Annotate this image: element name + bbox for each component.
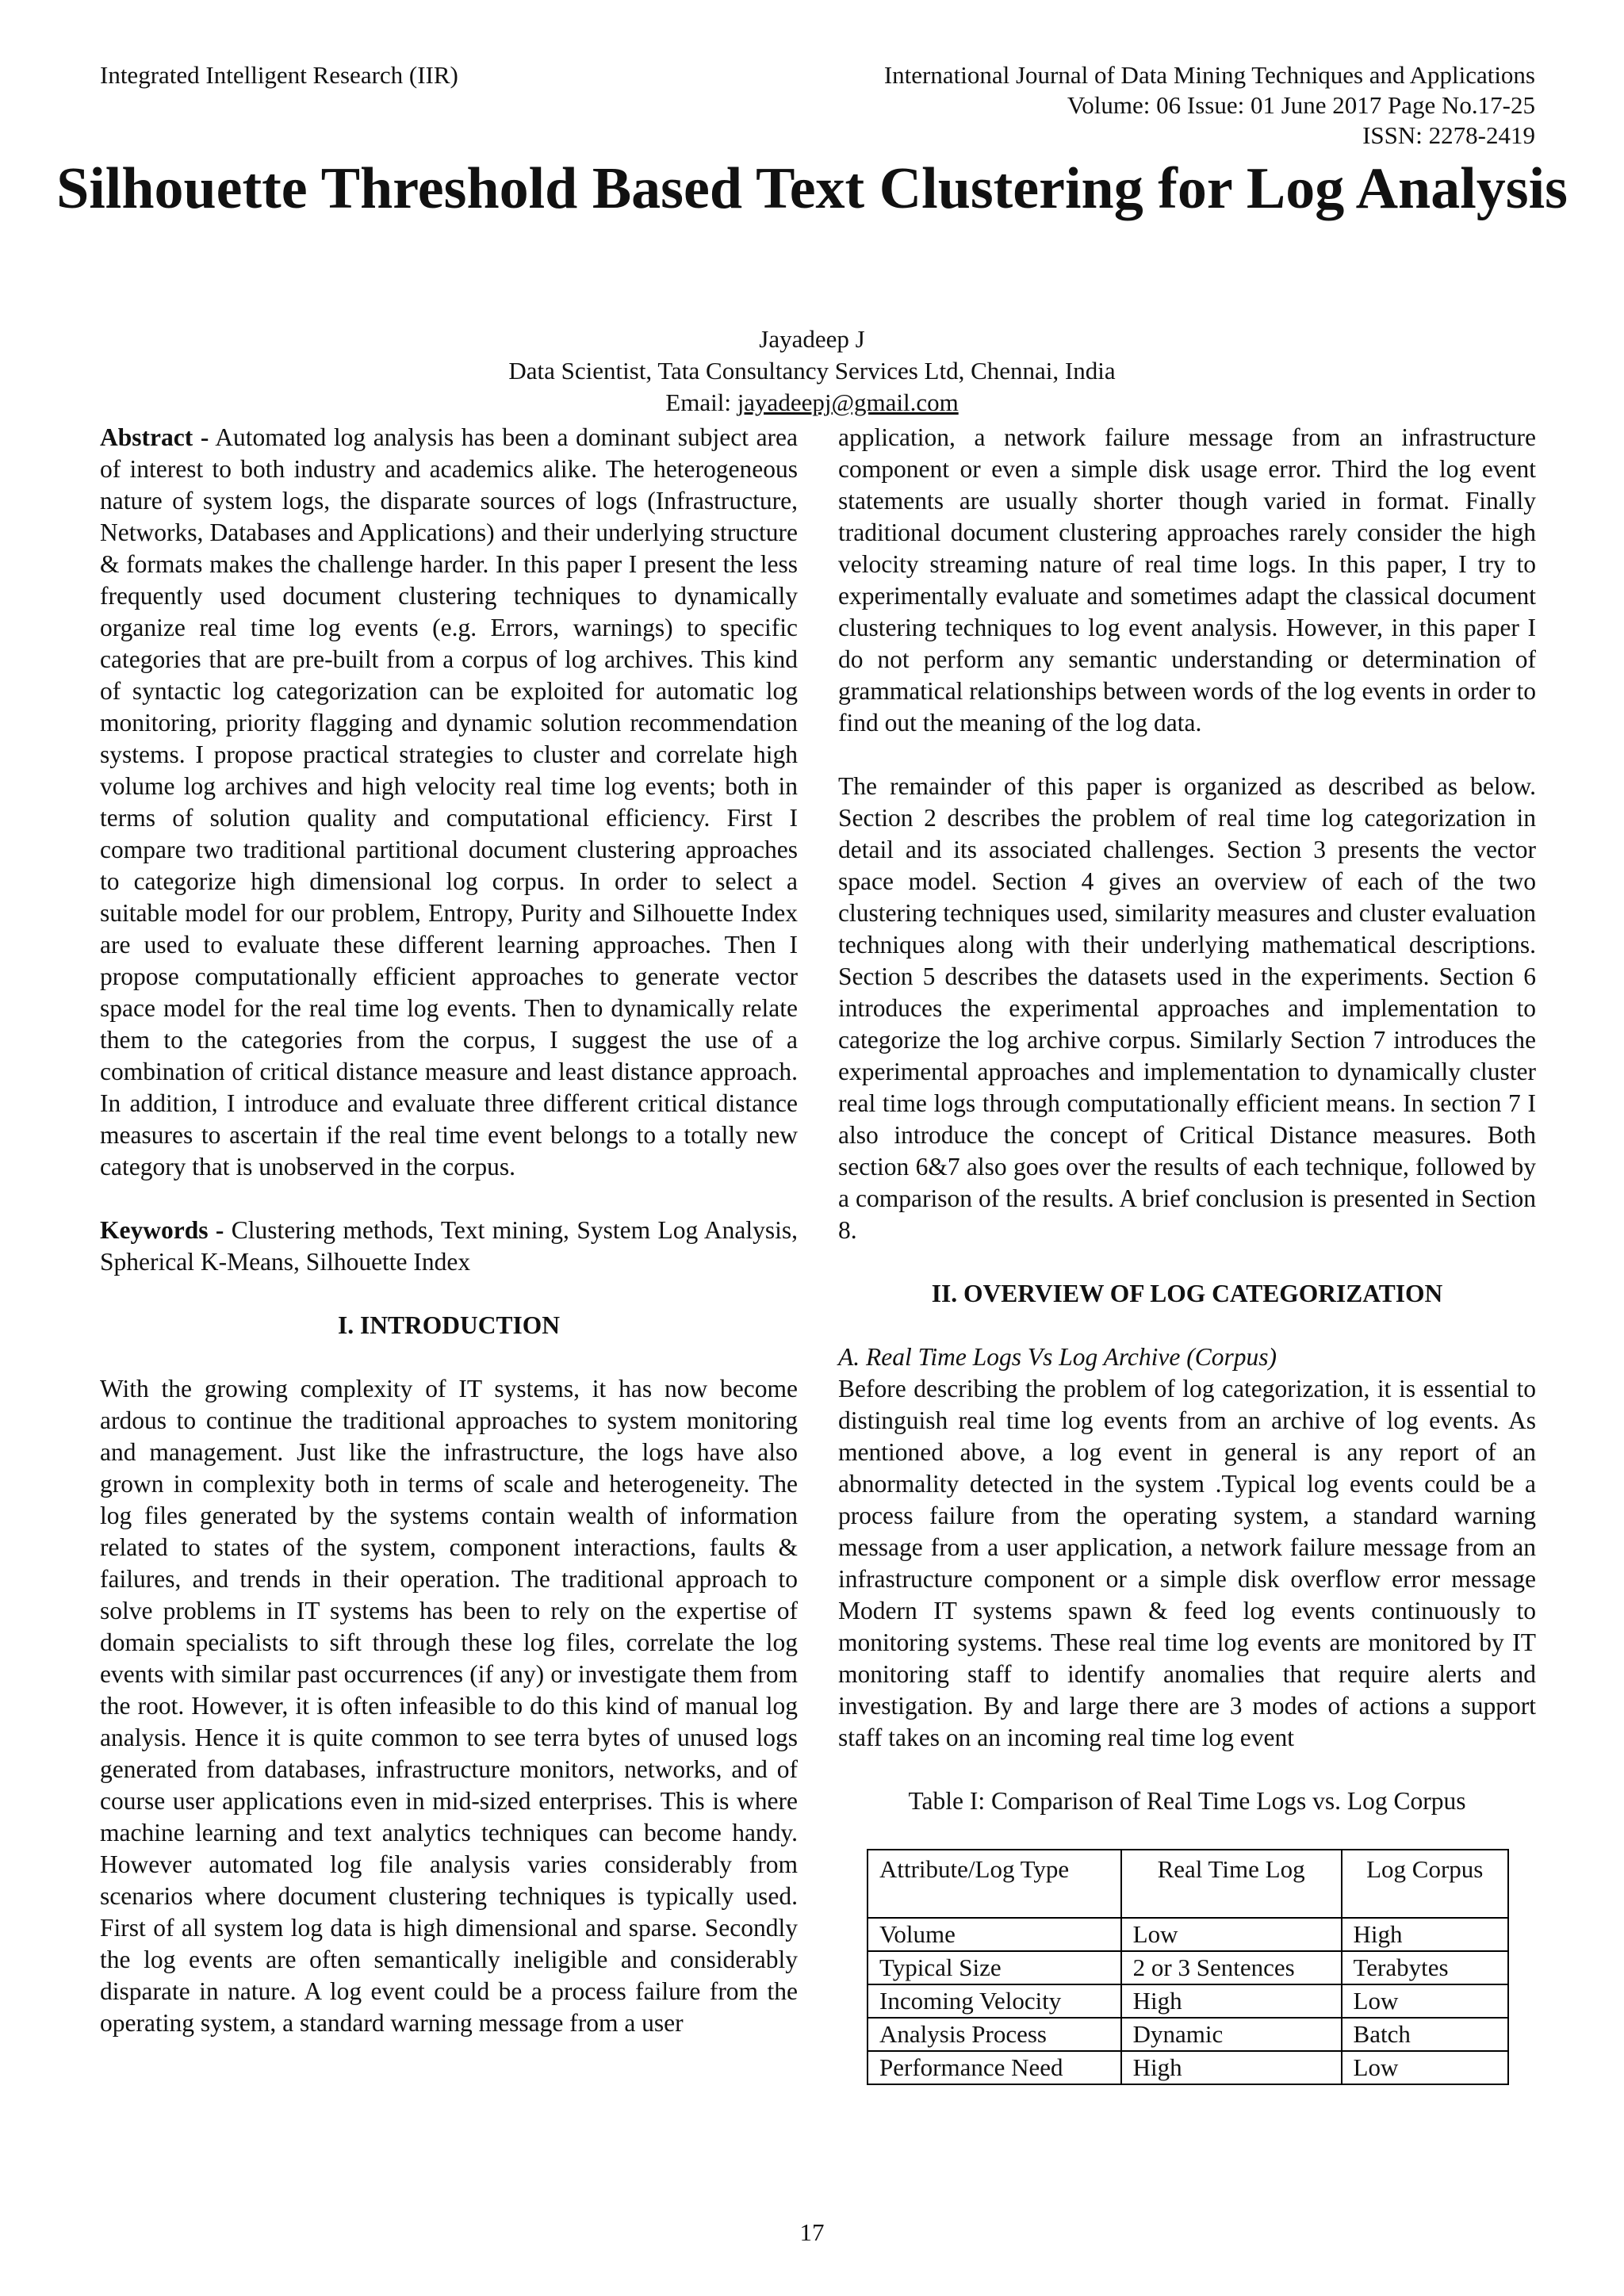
- author-block: [0, 323, 1624, 419]
- journal-issn: ISSN: 2278-2419: [1362, 121, 1535, 149]
- table-cell: High: [1342, 1918, 1508, 1951]
- subsection-a-heading: A. Real Time Logs Vs Log Archive (Corpus): [838, 1343, 1277, 1371]
- table-row: [868, 2018, 1508, 2051]
- paper-title: Silhouette Threshold Based Text Clustering for Log Analysis: [56, 156, 1568, 221]
- left-column: [100, 422, 798, 2071]
- keywords: [100, 1215, 798, 1278]
- table-caption: Table I: Comparison of Real Time Logs vs. Log Corpus: [908, 1787, 1466, 1815]
- intro-paragraph-cont: application, a network failure message from an infrastructure component or even a simple disk usage error. Third the log event statements are usually shorter though varied in format. Finally traditional document clustering approaches rarely consider the high velocity streaming nature of real time logs. In this paper, I try to experimentally evaluate and sometimes adapt the classical document clustering techniques to log event analysis. However, in this paper I do not perform any semantic understanding or determination of grammatical relationships between words of the log events in order to find out the meaning of the log data.: [838, 423, 1537, 737]
- section2-heading: II. OVERVIEW OF LOG CATEGORIZATION: [931, 1280, 1443, 1307]
- table-row: [868, 2051, 1508, 2084]
- author-name: Jayadeep J: [759, 325, 865, 353]
- page-number: 17: [799, 2218, 825, 2246]
- table-cell: Volume: [868, 1918, 1121, 1951]
- intro-paragraph: With the growing complexity of IT systems, it has now become ardous to continue the traditional approaches to system monitoring and management. Just like the infrastructure, the logs have also grown in complexity both in terms of scale and heterogeneity. The log files generated by the systems contain wealth of information related to states of the system, component interactions, faults & failures, and trends in their operation. The traditional approach to solve problems in IT systems has been to rely on the expertise of domain specialists to sift through these log files, correlate the log events with similar past occurrences (if any) or investigate them from the root. However, it is often infeasible to do this kind of manual log analysis. Hence it is quite common to see terra bytes of unused logs generated from databases, infrastructure monitors, networks, and of course user applications even in mid-sized enterprises. This is where machine learning and text analytics techniques can become handy. However automated log file analysis varies considerably from scenarios where document clustering techniques is typically used. First of all system log data is high dimensional and sparse. Secondly the log events are often semantically ineligible and considerably disparate in nature. A log event could be a process failure from the operating system, a standard warning message from a user: [100, 1375, 798, 2037]
- table-cell: Dynamic: [1121, 2018, 1342, 2051]
- table-cell: Low: [1121, 1918, 1342, 1951]
- author-email-link[interactable]: jayadeepj@gmail.com: [737, 388, 959, 416]
- abstract-label: Abstract -: [100, 423, 209, 451]
- table-header-cell: Real Time Log: [1121, 1850, 1342, 1918]
- keywords-label: Keywords -: [100, 1216, 224, 1244]
- author-affiliation: Data Scientist, Tata Consultancy Services Ltd, Chennai, India: [508, 357, 1116, 385]
- abstract-text: Automated log analysis has been a dominant subject area of interest to both industry and academics alike. The heterogeneous nature of system logs, the disparate sources of logs (Infrastructure, Networks, Databases and Applications) and their underlying structure & formats makes the challenge harder. In this paper I present the less frequently used document clustering techniques to dynamically organize real time log events (e.g. Errors, warnings) to specific categories that are pre-built from a corpus of log archives. This kind of syntactic log categorization can be exploited for automatic log monitoring, priority flagging and dynamic solution recommendation systems. I propose practical strategies to cluster and correlate high volume log archives and high velocity real time log events; both in terms of solution quality and computational efficiency. First I compare two traditional partitional document clustering approaches to categorize high dimensional log corpus. In order to select a suitable model for our problem, Entropy, Purity and Silhouette Index are used to evaluate these different learning approaches. Then I propose computationally efficient approaches to generate vector space model for the real time log events. Then to dynamically relate them to the categories from the corpus, I suggest the use of a combination of critical distance measure and least distance approach. In addition, I introduce and evaluate three different critical distance measures to ascertain if the real time event belongs to a totally new category that is unobserved in the corpus.: [100, 423, 798, 1181]
- table-header-cell: Log Corpus: [1342, 1850, 1508, 1918]
- log-categorization-paragraph: Before describing the problem of log categorization, it is essential to distinguish real time log events from an archive of log events. As mentioned above, a log event in general is any report of an abnormality detected in the system .Typical log events could be a process failure from the operating system, a standard warning message from a user application, a network failure message from an infrastructure component or a simple disk overflow error message Modern IT systems spawn & feed log events continuously to monitoring systems. These real time log events are monitored by IT monitoring staff to identify anomalies that require alerts and investigation. By and large there are 3 modes of actions a support staff takes on an incoming real time log event: [838, 1375, 1536, 1751]
- organization-paragraph: The remainder of this paper is organized as described as below. Section 2 describes the problem of real time log categorization in detail and its associated challenges. Section 3 presents the vector space model. Section 4 gives an overview of each of the two clustering techniques used, similarity measures and cluster evaluation techniques along with their underlying mathematical descriptions. Section 5 describes the datasets used in the experiments. Section 6 introduces the experimental approaches and implementation to categorize the log archive corpus. Similarly Section 7 introduces the experimental approaches and implementation to dynamically cluster real time logs through computationally efficient means. In section 7 I also introduce the concept of Critical Distance measures. Both section 6&7 also goes over the results of each technique, followed by a comparison of the results. A brief conclusion is presented in Section 8.: [838, 772, 1536, 1244]
- table-header-cell: Attribute/Log Type: [868, 1850, 1121, 1918]
- table-header-row: [868, 1850, 1508, 1918]
- table-row: [868, 1918, 1508, 1951]
- abstract: [100, 422, 798, 1183]
- table-cell: 2 or 3 Sentences: [1121, 1951, 1342, 1984]
- table-cell: Terabytes: [1342, 1951, 1508, 1984]
- table-cell: Batch: [1342, 2018, 1508, 2051]
- table-cell: Performance Need: [868, 2051, 1121, 2084]
- author-email-line: [0, 387, 1624, 419]
- table-cell: High: [1121, 1984, 1342, 2018]
- comparison-table: [867, 1849, 1509, 2085]
- email-label: Email:: [665, 388, 737, 416]
- table-cell: Incoming Velocity: [868, 1984, 1121, 2018]
- intro-heading: I. INTRODUCTION: [337, 1311, 561, 1339]
- journal-volume: Volume: 06 Issue: 01 June 2017 Page No.17-25: [1067, 91, 1535, 119]
- table-cell: Typical Size: [868, 1951, 1121, 1984]
- table-cell: High: [1121, 2051, 1342, 2084]
- journal-info: [884, 60, 1535, 151]
- keywords-text: Clustering methods, Text mining, System Log Analysis, Spherical K-Means, Silhouette Index: [100, 1216, 799, 1276]
- journal-publisher: Integrated Intelligent Research (IIR): [100, 61, 458, 89]
- table-row: [868, 1951, 1508, 1984]
- journal-name: International Journal of Data Mining Techniques and Applications: [883, 61, 1535, 89]
- table-cell: Low: [1342, 2051, 1508, 2084]
- table-cell: Low: [1342, 1984, 1508, 2018]
- table-cell: Analysis Process: [868, 2018, 1121, 2051]
- table-row: [868, 1984, 1508, 2018]
- right-column: [838, 422, 1536, 2085]
